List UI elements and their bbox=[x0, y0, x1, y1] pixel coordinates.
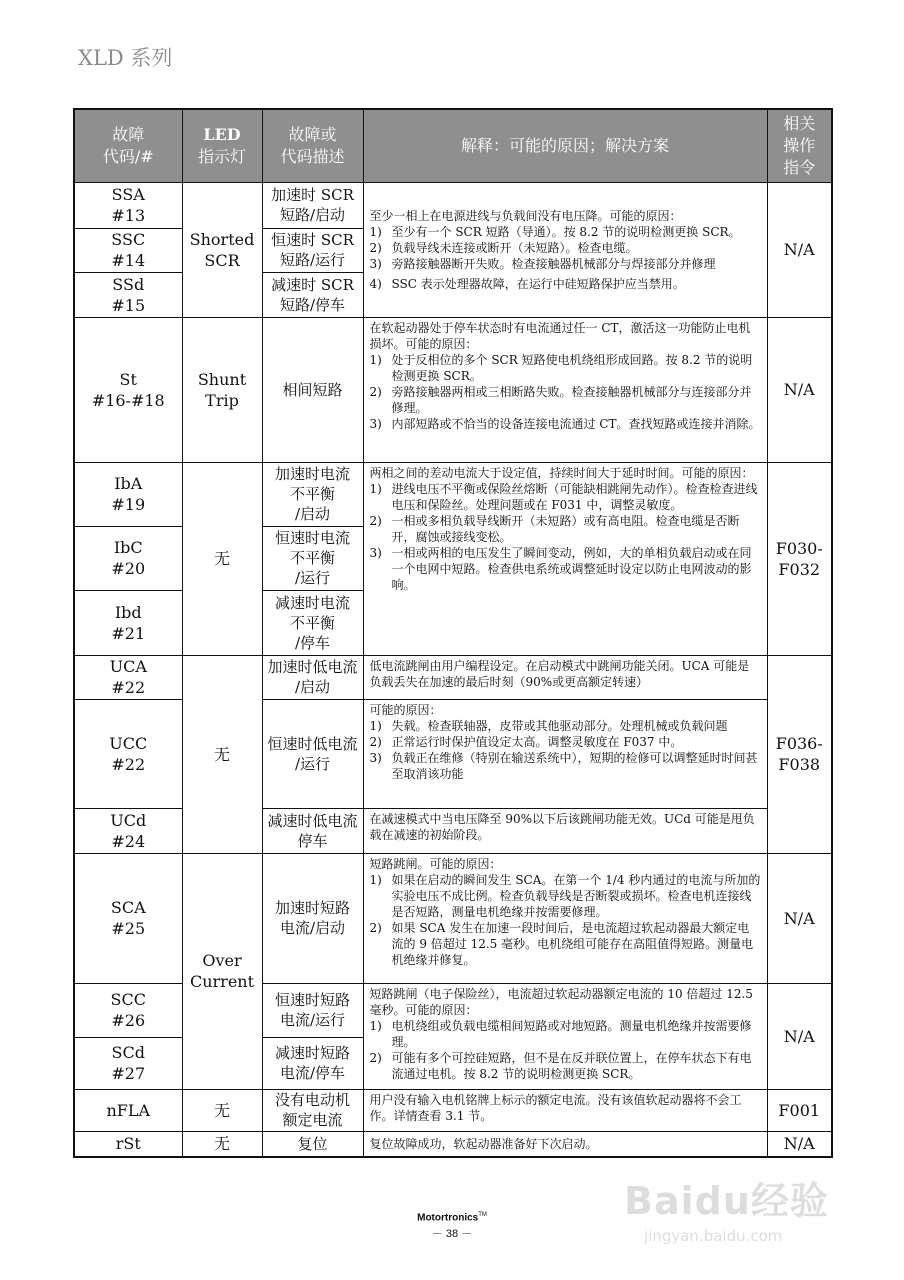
fault-description: 减速时短路 电流/停车 bbox=[262, 1037, 363, 1089]
related-command: N/A bbox=[767, 1131, 832, 1157]
led-indicator: 无 bbox=[182, 655, 262, 853]
table-row bbox=[74, 853, 832, 983]
fault-description: 相间短路 bbox=[262, 317, 363, 462]
header-desc: 故障或 代码描述 bbox=[262, 109, 363, 182]
table-header-row bbox=[74, 109, 832, 182]
related-command: F001 bbox=[767, 1089, 832, 1131]
fault-code: UCd #24 bbox=[74, 808, 182, 853]
fault-code: SSA #13 bbox=[74, 182, 182, 228]
fault-description: 恒速时短路 电流/运行 bbox=[262, 983, 363, 1037]
led-indicator: Shunt Trip bbox=[182, 317, 262, 462]
fault-code: SCC #26 bbox=[74, 983, 182, 1037]
fault-code: SCd #27 bbox=[74, 1037, 182, 1089]
table-row bbox=[74, 1089, 832, 1131]
fault-description: 减速时低电流 停车 bbox=[262, 808, 363, 853]
page-footer bbox=[0, 1212, 904, 1241]
fault-code: IbC #20 bbox=[74, 526, 182, 590]
fault-explanation: 至少一相上在电源进线与负载间没有电压降。可能的原因： 1) 至少有一个 SCR 短路（导通）。按 8.2 节的说明检测更换 SCR。 2) 负载导线未连接或断开（未短路）。检查电缆。 3) 旁路接触器断开失败。检查接触器机械部分与焊接部分并修理 4) SSC 表示处理器故障，在运行中硅短路保护应当禁用。 bbox=[363, 182, 767, 317]
watermark-logo: Baidu经验 bbox=[624, 1179, 829, 1223]
fault-description: 没有电动机 额定电流 bbox=[262, 1089, 363, 1131]
table-row bbox=[74, 655, 832, 699]
watermark-url: jingyan.baidu.com bbox=[644, 1227, 783, 1245]
fault-table bbox=[73, 108, 833, 1158]
fault-code: UCC #22 bbox=[74, 699, 182, 808]
related-command: N/A bbox=[767, 317, 832, 462]
led-indicator: Over Current bbox=[182, 853, 262, 1089]
table-row bbox=[74, 1131, 832, 1157]
related-command: F030- F032 bbox=[767, 462, 832, 655]
fault-explanation: 复位故障成功，软起动器准备好下次启动。 bbox=[363, 1131, 767, 1157]
related-command: N/A bbox=[767, 182, 832, 317]
fault-description: 减速时电流 不平衡 /停车 bbox=[262, 590, 363, 655]
fault-description: 减速时 SCR 短路/停车 bbox=[262, 272, 363, 317]
header-led: LED 指示灯 bbox=[182, 109, 262, 182]
header-command: 相关 操作 指令 bbox=[767, 109, 832, 182]
fault-description: 加速时 SCR 短路/启动 bbox=[262, 182, 363, 228]
led-indicator: 无 bbox=[182, 1089, 262, 1131]
fault-description: 恒速时低电流 /运行 bbox=[262, 699, 363, 808]
led-indicator: Shorted SCR bbox=[182, 182, 262, 317]
fault-description: 复位 bbox=[262, 1131, 363, 1157]
fault-explanation: 在减速模式中当电压降至 90%以下后该跳闸功能无效。UCd 可能是甩负载在减速的初始阶段。 bbox=[363, 808, 767, 853]
fault-description: 恒速时 SCR 短路/运行 bbox=[262, 228, 363, 272]
fault-description: 加速时低电流 /启动 bbox=[262, 655, 363, 699]
table-row bbox=[74, 182, 832, 228]
fault-explanation: 低电流跳闸由用户编程设定。在启动模式中跳闸功能关闭。UCA 可能是负载丢失在加速的最后时刻（90%或更高额定转速） bbox=[363, 655, 767, 699]
fault-description: 恒速时电流 不平衡 /运行 bbox=[262, 526, 363, 590]
header-explanation: 解释：可能的原因；解决方案 bbox=[363, 109, 767, 182]
fault-description: 加速时短路 电流/启动 bbox=[262, 853, 363, 983]
fault-explanation: 短路跳闸。可能的原因： 1) 如果在启动的瞬间发生 SCA。在第一个 1/4 秒内通过的电流与所加的实验电压不成比例。检查负载导线是否断裂或损坏。检查电机连接线是否短路，测量电机绝缘并按需要修理。 2) 如果 SCA 发生在加速一段时间后，是电流超过软起动器最大额定电流的 9 倍超过 12.5 毫秒。电机绕组可能存在高阻值得短路。测量电机绝缘并修复。 bbox=[363, 853, 767, 983]
fault-code: IbA #19 bbox=[74, 462, 182, 526]
related-command: F036- F038 bbox=[767, 655, 832, 853]
led-indicator: 无 bbox=[182, 1131, 262, 1157]
fault-code: St #16-#18 bbox=[74, 317, 182, 462]
fault-code: SCA #25 bbox=[74, 853, 182, 983]
fault-code: rSt bbox=[74, 1131, 182, 1157]
led-indicator: 无 bbox=[182, 462, 262, 655]
brand-name: Motortronics™ bbox=[417, 1212, 487, 1224]
header-code: 故障 代码/# bbox=[74, 109, 182, 182]
fault-explanation: 两相之间的差动电流大于设定值，持续时间大于延时时间。可能的原因： 1) 进线电压不平衡或保险丝熔断（可能缺相跳闸先动作）。检查检查进线电压和保险丝。处理问题或在 F031 中，调整灵敏度。 2) 一相或多相负载导线断开（未短路）或有高电阻。检查电缆是否断开，腐蚀或接线变松。 3) 一相或两相的电压发生了瞬间变动，例如，大的单相负载启动或在同一个电网中短路。检查供电系统或调整延时设定以防止电网波动的影响。 bbox=[363, 462, 767, 655]
fault-explanation: 在软起动器处于停车状态时有电流通过任一 CT，激活这一功能防止电机损坏。可能的原因： 1) 处于反相位的多个 SCR 短路使电机绕组形成回路。按 8.2 节的说明检测更换 SCR。 2) 旁路接触器两相或三相断路失败。检查接触器机械部分与连接部分并修理。 3) 内部短路或不恰当的设备连接电流通过 CT。查找短路或连接并消除。 bbox=[363, 317, 767, 462]
related-command: N/A bbox=[767, 983, 832, 1089]
fault-description: 加速时电流 不平衡 /启动 bbox=[262, 462, 363, 526]
series-title: XLD 系列 bbox=[78, 46, 173, 70]
related-command: N/A bbox=[767, 853, 832, 983]
fault-code: nFLA bbox=[74, 1089, 182, 1131]
fault-explanation: 用户没有输入电机铭牌上标示的额定电流。没有该值软起动器将不会工作。详情查看 3.1 节。 bbox=[363, 1089, 767, 1131]
fault-code: SSC #14 bbox=[74, 228, 182, 272]
fault-explanation: 短路跳闸（电子保险丝），电流超过软起动器额定电流的 10 倍超过 12.5 毫秒。可能的原因： 1) 电机绕组或负载电缆相间短路或对地短路。测量电机绝缘并按需要修理。 2) 可能有多个可控硅短路，但不是在反并联位置上，在停车状态下有电流通过电机。按 8.2 节的说明检测更换 SCR。 bbox=[363, 983, 767, 1089]
fault-code: UCA #22 bbox=[74, 655, 182, 699]
fault-code: Ibd #21 bbox=[74, 590, 182, 655]
fault-code: SSd #15 bbox=[74, 272, 182, 317]
table-row bbox=[74, 317, 832, 462]
page-number: － 38 － bbox=[431, 1228, 473, 1241]
fault-explanation: 可能的原因： 1) 失载。检查联轴器，皮带或其他驱动部分。处理机械或负载问题 2) 正常运行时保护值设定太高。调整灵敏度在 F037 中。 3) 负载正在维修（特别在输送系统中），短期的检修可以调整延时时间甚至取消该功能 bbox=[363, 699, 767, 808]
table-row bbox=[74, 462, 832, 526]
